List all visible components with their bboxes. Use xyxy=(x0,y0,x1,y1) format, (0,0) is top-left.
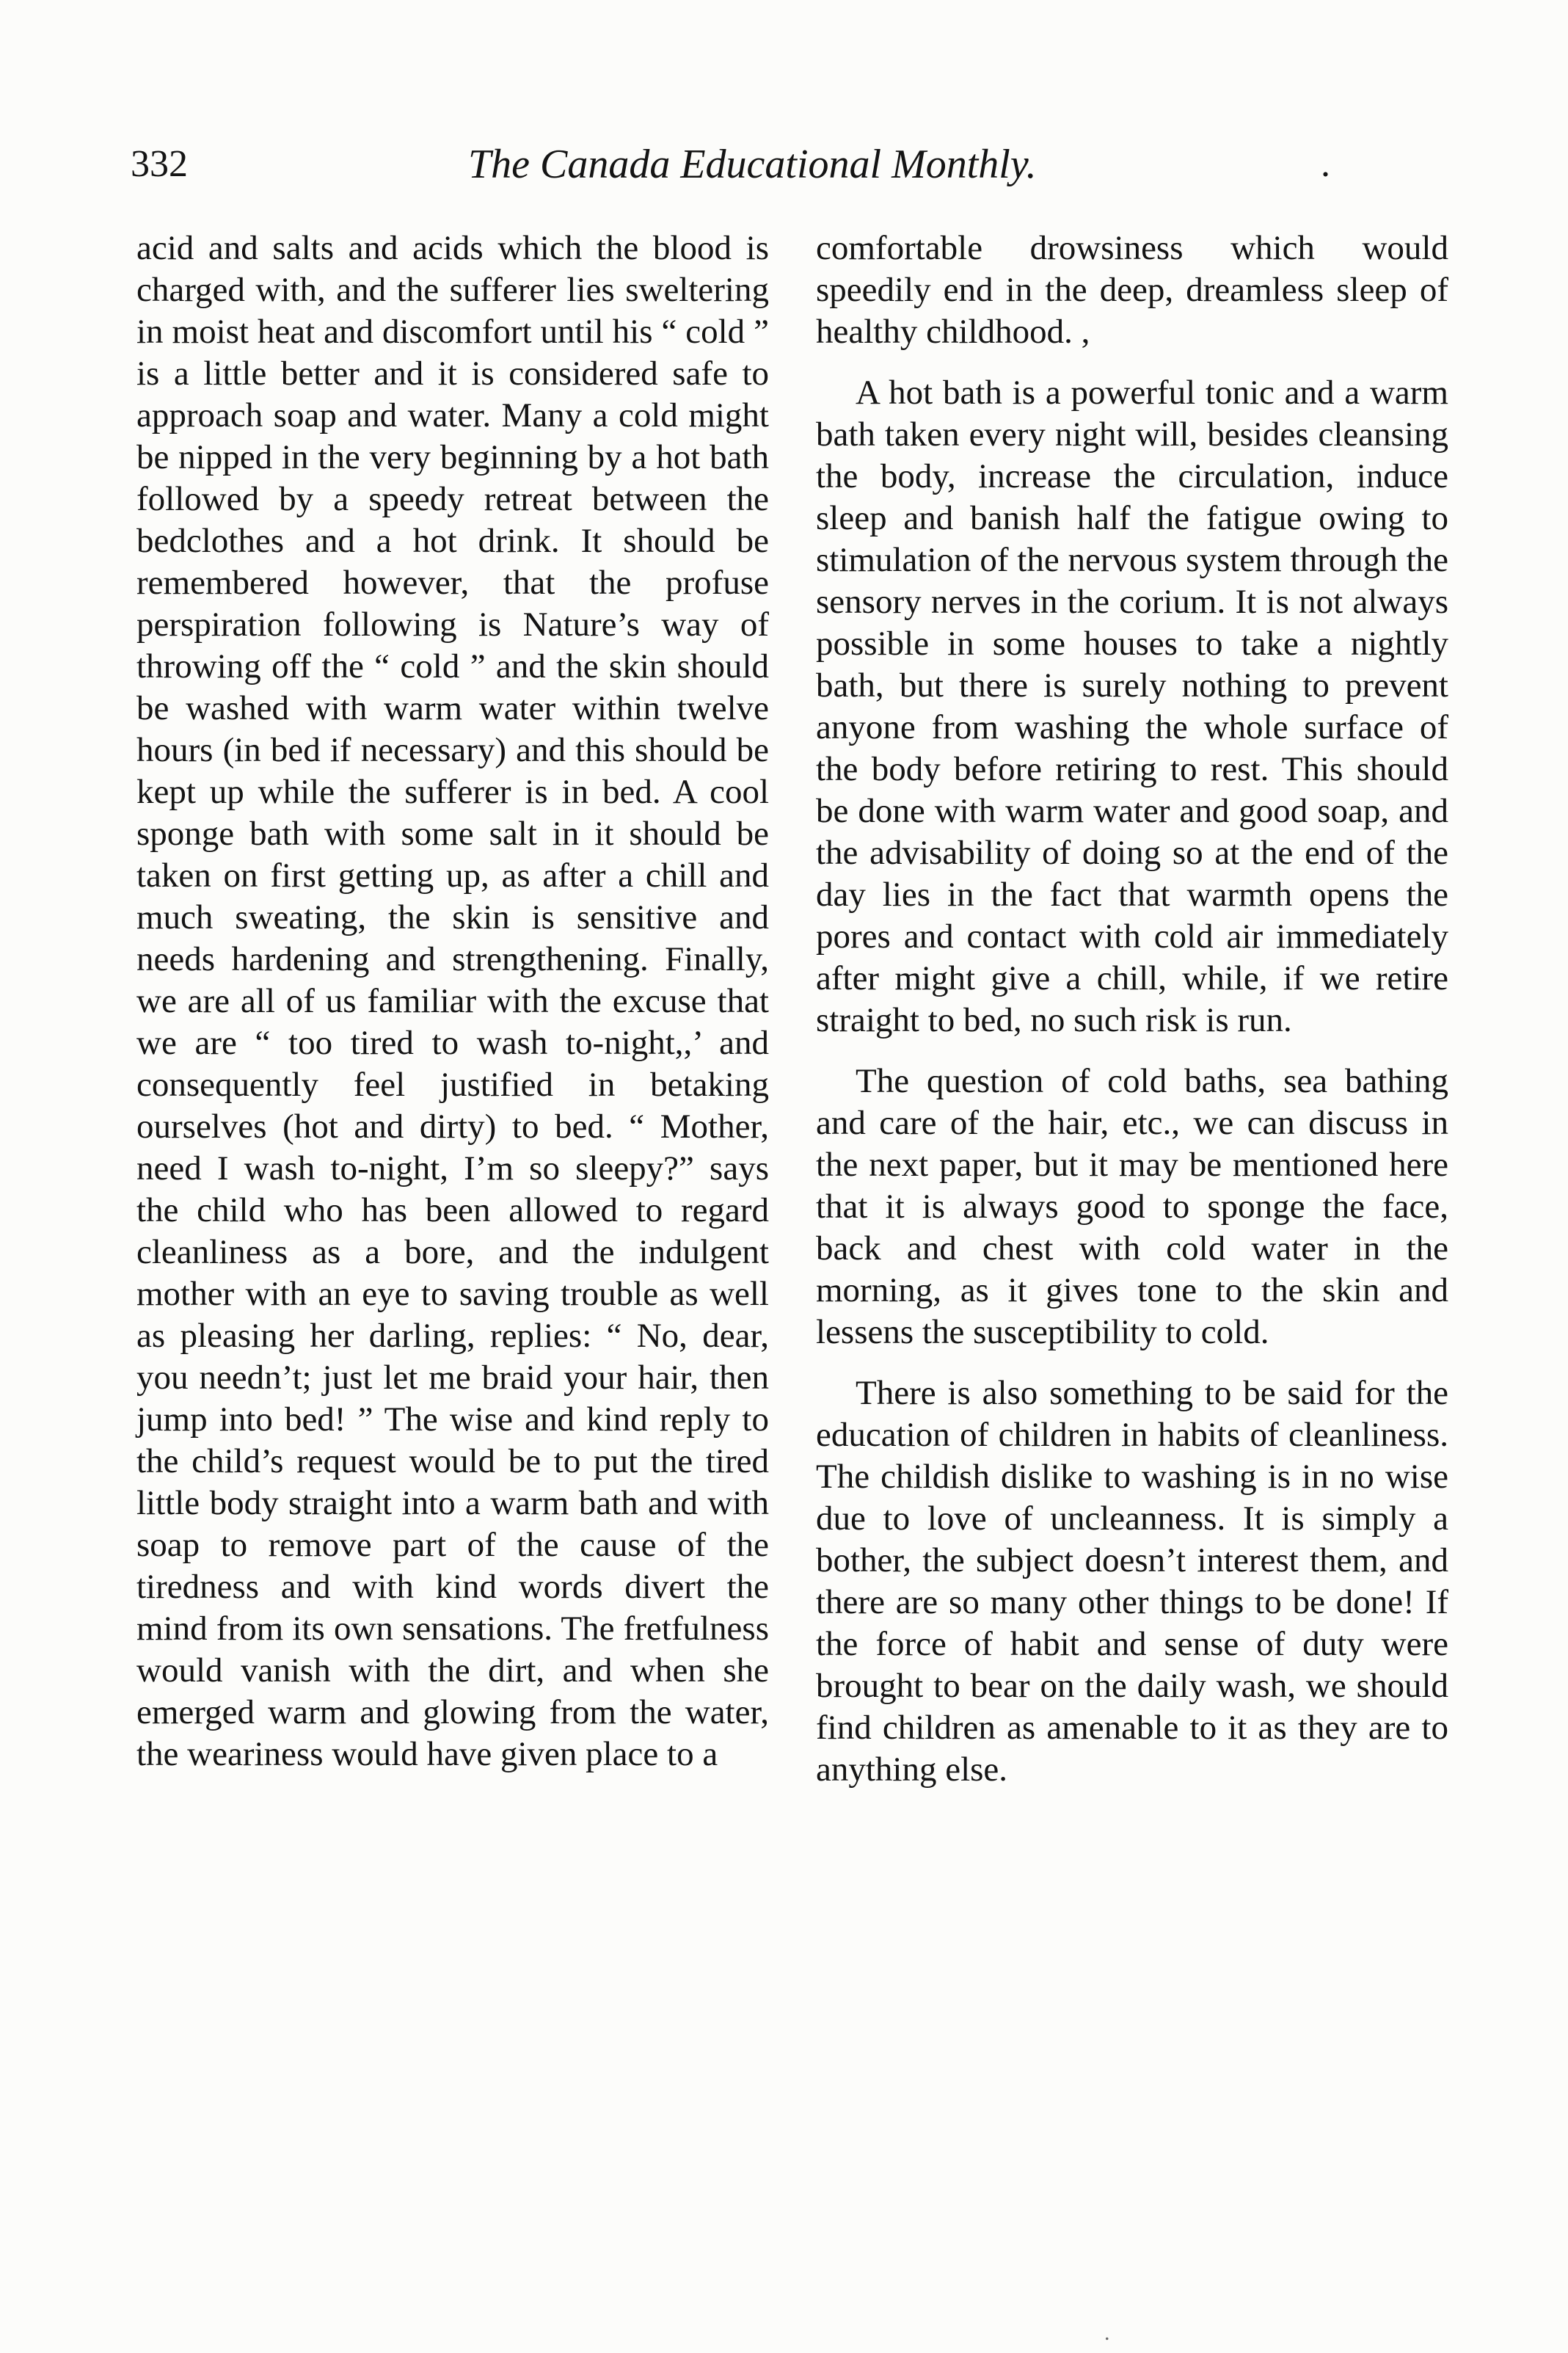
page-header xyxy=(0,141,1568,200)
header-mark: . xyxy=(1321,143,1330,185)
paragraph: comfortable drowsiness which would speedily end in the deep, dreamless sleep of healthy childhood. , xyxy=(816,229,1448,351)
paragraph: acid and salts and acids which the blood is charged with, and the sufferer lies sweltering in moist heat and discomfort until his “ cold ” is a little better and it is considered safe to approach soap and water. Many a cold might be nipped in the very beginning by a hot bath followed by a speedy retreat between the bedclothes and a hot drink. It should be remembered however, that the profuse perspiration following is Nature’s way of throwing off the “ cold ” and the skin should be washed with warm water within twelve hours (in bed if necessary) and this should be kept up while the sufferer is in bed. A cool sponge bath with some salt in it should be taken on first getting up, as after a chill and much sweating, the skin is sensitive and needs hardening and strengthening. Finally, we are all of us familiar with the excuse that we are “ too tired to wash to-night,,’ and consequently feel justified in betaking ourselves (hot and dirty) to bed. “ Mother, need I wash to-night, I’m so sleepy?” says the child who has been allowed to regard cleanliness as a bore, and the indulgent mother with an eye to saving trouble as well as pleasing her darling, replies: “ No, dear, you needn’t; just let me braid your hair, then jump into bed! ” The wise and kind reply to the child’s request would be to put the tired little body straight into a warm bath and with soap to remove part of the cause of the tiredness and with kind words divert the mind from its own sensations. The fretfulness would vanish with the dirt, and when she emerged warm and glowing from the water, the weariness would have given place to a xyxy=(136,229,769,1773)
paragraph: The question of cold baths, sea bathing and care of the hair, etc., we can discuss in the next paper, but it may be mentioned here that it is always good to sponge the face, back and chest with cold water in the morning, as it gives tone to the skin and lessens the susceptibility to cold. xyxy=(816,1062,1448,1351)
page-number: 332 xyxy=(131,143,188,185)
paragraph: There is also something to be said for the education of children in habits of cleanliness. The childish dislike to washing is in no wise due to love of uncleanness. It is simply a bother, the subject doesn’t interest them, and there are so many other things to be done! If the force of habit and sense of duty were brought to bear on the daily wash, we should find children as amenable to it as they are to anything else. xyxy=(816,1374,1448,1789)
running-title: The Canada Educational Monthly. xyxy=(468,142,1037,187)
footer-mark: . xyxy=(1104,2321,1110,2345)
right-column xyxy=(816,228,1448,1810)
left-column xyxy=(136,228,769,1794)
paragraph: A hot bath is a powerful tonic and a warm bath taken every night will, besides cleansing the body, increase the circulation, induce sleep and banish half the fatigue owing to stimulation of the nervous system through the sensory nerves in the corium. It is not always possible in some houses to take a nightly bath, but there is surely nothing to prevent anyone from washing the whole surface of the body before retiring to rest. This should be done with warm water and good soap, and the advisability of doing so at the end of the day lies in the fact that warmth opens the pores and contact with cold air immediately after might give a chill, while, if we retire straight to bed, no such risk is run. xyxy=(816,374,1448,1039)
